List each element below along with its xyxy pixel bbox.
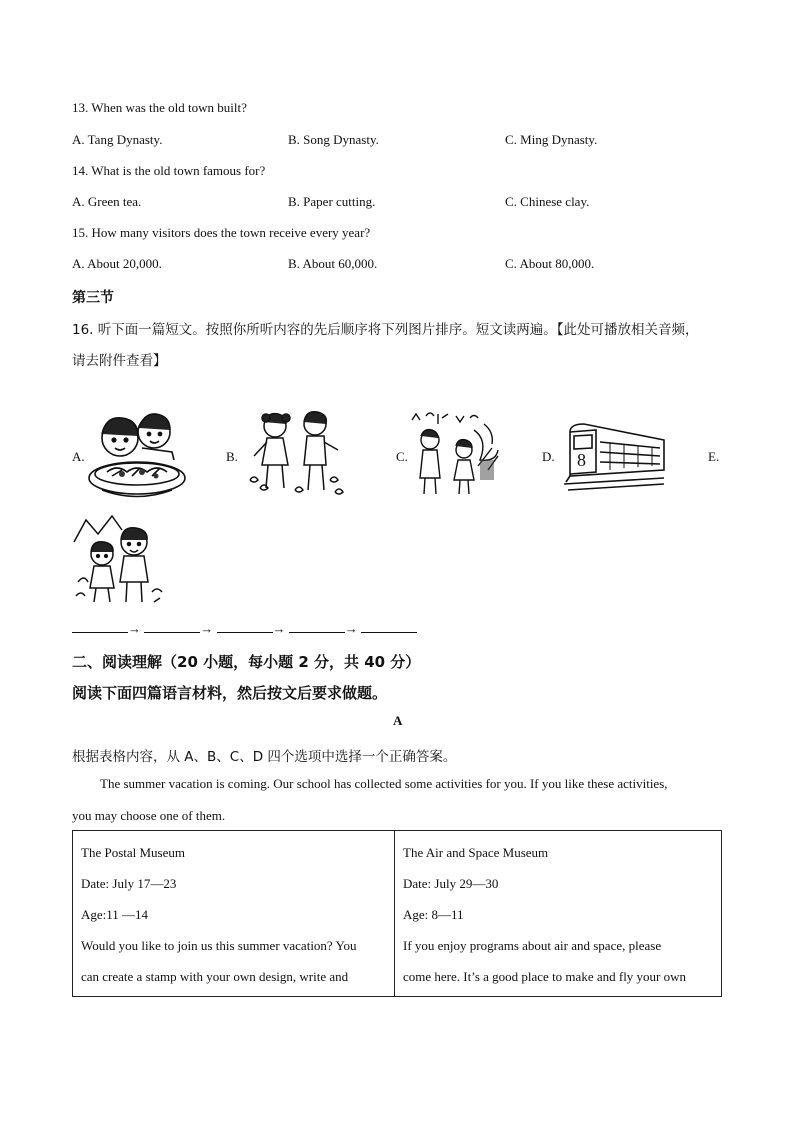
postal-museum-title: The Postal Museum <box>81 845 185 860</box>
q15-option-a: A. About 20,000. <box>72 256 162 271</box>
q14-option-a: A. Green tea. <box>72 194 142 209</box>
picture-a-kids-eating <box>82 408 192 503</box>
arrow: → <box>200 621 214 636</box>
answer-blank-5[interactable] <box>361 620 417 633</box>
air-space-museum-title: The Air and Space Museum <box>403 845 549 860</box>
arrow: → <box>128 621 141 636</box>
air-space-museum-desc-line2: come here. It’s a good place to make and fly your own <box>403 969 687 984</box>
picture-label-a: A. <box>72 449 85 464</box>
reading-heading: 二、阅读理解（20 小题，每小题 2 分，共 40 分） <box>72 653 421 671</box>
q14-option-c: C. Chinese clay. <box>505 194 590 209</box>
q13-stem: 13. When was the old town built? <box>72 100 247 115</box>
postal-museum-date: Date: July 17—23 <box>81 876 177 891</box>
answer-blank-2[interactable] <box>144 620 200 633</box>
arrow: → <box>344 621 358 636</box>
q15-option-c: C. About 80,000. <box>505 256 595 271</box>
postal-museum-cell <box>73 831 395 997</box>
picture-label-c: C. <box>396 449 408 464</box>
q13-option-a: A. Tang Dynasty. <box>72 132 163 147</box>
section-title: 第三节 <box>72 290 114 306</box>
answer-blank-1[interactable] <box>72 620 128 633</box>
q14-option-b: B. Paper cutting. <box>288 194 376 209</box>
q15-stem: 15. How many visitors does the town receive every year? <box>72 225 371 240</box>
picture-d-train <box>560 418 668 494</box>
picture-label-b: B. <box>226 449 238 464</box>
q14-stem: 14. What is the old town famous for? <box>72 163 266 178</box>
answer-blank-4[interactable] <box>289 620 345 633</box>
air-space-museum-age: Age: 8—11 <box>403 907 464 922</box>
q13-option-b: B. Song Dynasty. <box>288 132 379 147</box>
picture-c-kids-with-music <box>408 410 503 498</box>
q15-option-b: B. About 60,000. <box>288 256 378 271</box>
air-space-museum-desc-line1: If you enjoy programs about air and space, please <box>403 938 662 953</box>
arrow: → <box>272 621 286 636</box>
svg-text:8: 8 <box>577 450 586 470</box>
passage-intro-line1: The summer vacation is coming. Our school has collected some activities for you. If you like these activities, <box>100 776 668 791</box>
picture-label-e: E. <box>708 449 720 464</box>
passage-task: 根据表格内容，从 A、B、C、D 四个选项中选择一个正确答案。 <box>72 749 457 765</box>
picture-label-d: D. <box>542 449 555 464</box>
answer-blank-3[interactable] <box>217 620 273 633</box>
reading-instruction: 阅读下面四篇语言材料，然后按文后要求做题。 <box>72 684 388 702</box>
q13-option-c: C. Ming Dynasty. <box>505 132 598 147</box>
passage-intro-line2: you may choose one of them. <box>72 808 226 823</box>
air-space-museum-cell <box>395 831 722 997</box>
postal-museum-desc-line1: Would you like to join us this summer vacation? You <box>81 938 357 953</box>
picture-b-kids-with-chicks <box>240 410 350 498</box>
answer-sequence <box>72 620 417 637</box>
picture-e-kids-outdoors <box>72 512 167 608</box>
q16-instruction-line2: 请去附件查看】 <box>72 353 167 369</box>
activities-table <box>72 830 722 997</box>
q16-instruction-line1: 16. 听下面一篇短文。按照你所听内容的先后顺序将下列图片排序。短文读两遍。【此处可播放相关音频， <box>72 322 699 338</box>
air-space-museum-date: Date: July 29—30 <box>403 876 499 891</box>
postal-museum-age: Age:11 —14 <box>81 907 149 922</box>
postal-museum-desc-line2: can create a stamp with your own design, write and <box>81 969 349 984</box>
passage-label: A <box>393 713 403 728</box>
